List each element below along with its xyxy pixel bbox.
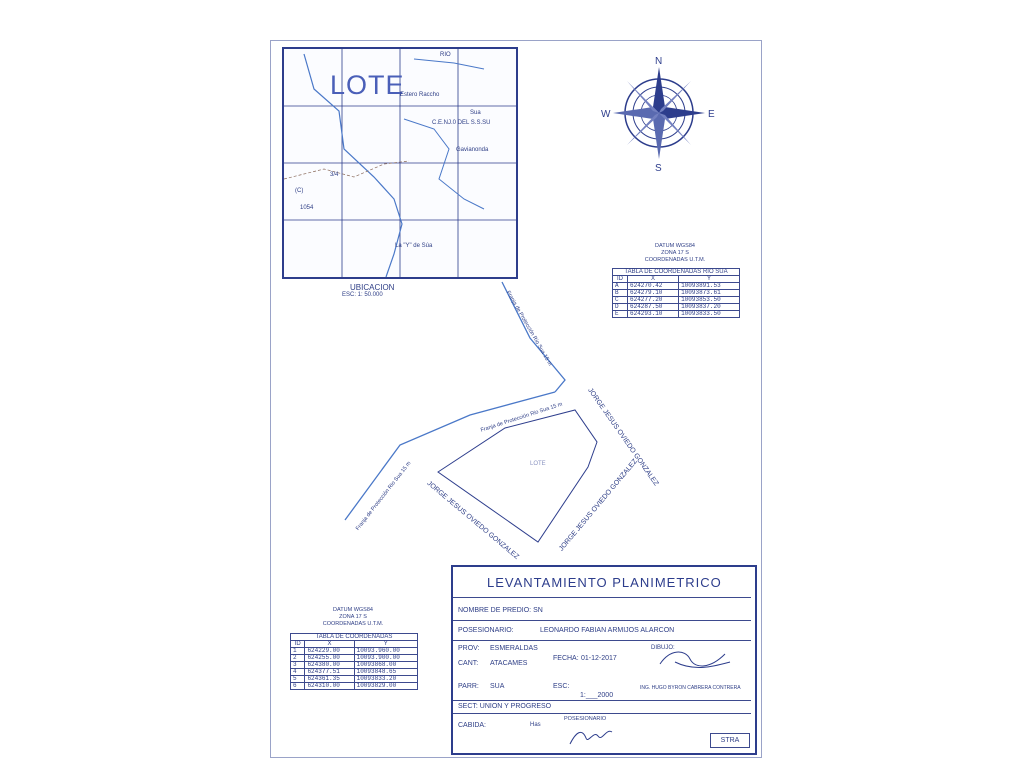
parr-label: PARR: bbox=[458, 683, 479, 690]
divider bbox=[453, 700, 751, 701]
divider bbox=[453, 620, 751, 621]
map-label-centro: C.E.NJ.0 DEL S.S.SU bbox=[432, 120, 491, 126]
cant-value: ATACAMES bbox=[490, 660, 528, 667]
map-label-34: 3/4 bbox=[330, 172, 339, 178]
cant-label: CANT: bbox=[458, 660, 479, 667]
fecha-label: FECHA: bbox=[553, 655, 579, 662]
engineer-name: ING. HUGO BYRON CABRERA CONTRERA bbox=[640, 685, 741, 691]
esc-value: 1:___2000 bbox=[580, 692, 614, 699]
prov-label: PROV: bbox=[458, 645, 480, 652]
map-label-gavianonda: Gavianonda bbox=[456, 147, 489, 153]
compass-n: N bbox=[655, 56, 663, 67]
map-scale: ESC: 1: 50.000 bbox=[342, 292, 383, 298]
divider bbox=[453, 640, 751, 641]
table-title: TABLA DE COORDENADAS bbox=[291, 634, 418, 641]
parr-value: SUA bbox=[490, 683, 505, 690]
compass-s: S bbox=[655, 163, 662, 173]
table-row: 1 624229.00 10093.960.00 bbox=[291, 648, 418, 655]
cabida-value: Has bbox=[530, 722, 541, 728]
table-row: D 624287.50 10093837.20 bbox=[613, 304, 740, 311]
dibujo-label: DIBUJO: bbox=[651, 645, 675, 651]
posesionario-value: LEONARDO FABIAN ARMIJOS ALARCON bbox=[540, 627, 675, 634]
compass-e: E bbox=[708, 109, 715, 120]
signature-posesionario bbox=[566, 722, 616, 750]
table-row: C 624277.20 10093853.50 bbox=[613, 297, 740, 304]
owner-label-se: JORGE JESUS OVIEDO GONZALEZ bbox=[558, 458, 639, 553]
posesionario-sign-label: POSESIONARIO bbox=[564, 716, 607, 722]
map-label-la-y: La "Y" de Súa bbox=[395, 243, 433, 249]
title-block-heading: LEVANTAMIENTO PLANIMETRICO bbox=[487, 575, 722, 590]
coordinate-table-rio-sua: TABLA DE COORDENADAS RIO SUA ID X Y A 624270.42 10093891.53 B 624279.10 10093873.61 C 624277.20 10093853.50 D 624287.50 10093837.20 E 624293.10 10093833.50 bbox=[612, 268, 740, 318]
fecha-value: 01-12-2017 bbox=[581, 655, 617, 662]
franja-label-1: Franja de Protección Rio Sua 15 m bbox=[504, 290, 553, 368]
table-row: 4 624377.51 10093848.65 bbox=[291, 669, 418, 676]
coordinate-table-lote: TABLA DE COORDENADAS ID X Y 1 624229.00 10093.960.00 2 624255.00 10093.900.00 3 624380.00 10093868.00 4 624377.51 10093848.65 5 624361.35 10093833.20 6 624310.00 10093829.00 bbox=[290, 633, 418, 690]
datum-right: DATUM WGS84 ZONA 17 S COORDENADAS U.T.M. bbox=[644, 243, 706, 263]
stra-box: STRA bbox=[710, 733, 750, 748]
table-row: 2 624255.00 10093.900.00 bbox=[291, 655, 418, 662]
table-row: B 624279.10 10093873.61 bbox=[613, 290, 740, 297]
table-row: E 624293.10 10093833.50 bbox=[613, 311, 740, 318]
divider bbox=[453, 597, 751, 598]
table-row: 6 624310.00 10093829.00 bbox=[291, 683, 418, 690]
esc-label: ESC: bbox=[553, 683, 570, 690]
map-caption: UBICACION bbox=[350, 283, 395, 292]
map-label-estero: Estero Raccho bbox=[400, 92, 440, 98]
map-label-1054: 1054 bbox=[300, 205, 314, 211]
table-row: 5 624361.35 10093833.20 bbox=[291, 676, 418, 683]
franja-label-2: Franja de Protección Rio Sua 15 m bbox=[480, 401, 564, 434]
table-row: A 624270.42 10093891.53 bbox=[613, 283, 740, 290]
parcel-drawing bbox=[270, 280, 760, 570]
datum-left: DATUM WGS84 ZONA 17 S COORDENADAS U.T.M. bbox=[322, 607, 384, 627]
owner-label-sw: JORGE JESUS OVIEDO GONZALEZ bbox=[425, 480, 520, 561]
map-label-sua: Sua bbox=[470, 110, 481, 116]
table-row: 3 624380.00 10093868.00 bbox=[291, 662, 418, 669]
cabida-label: CABIDA: bbox=[458, 722, 487, 729]
predio-label: NOMBRE DE PREDIO: SN bbox=[458, 607, 543, 614]
compass-rose-icon bbox=[599, 55, 719, 173]
posesionario-label: POSESIONARIO: bbox=[458, 627, 514, 634]
table-title: TABLA DE COORDENADAS RIO SUA bbox=[613, 269, 740, 276]
compass-w: W bbox=[601, 109, 611, 120]
divider bbox=[453, 713, 751, 714]
map-label-c: (C) bbox=[295, 188, 304, 194]
prov-value: ESMERALDAS bbox=[490, 645, 538, 652]
owner-label-ne: JORGE JESUS OVIEDO GONZALEZ bbox=[586, 387, 660, 488]
sect-label: SECT: UNION Y PROGRESO bbox=[458, 703, 552, 710]
franja-label-3: Franja de Protección Rio Sua 15 m bbox=[355, 460, 413, 532]
signature-engineer bbox=[655, 644, 735, 674]
map-label-rio: RIO bbox=[440, 52, 451, 58]
svg-text:LOTE: LOTE bbox=[530, 461, 546, 467]
lote-label: LOTE bbox=[330, 70, 405, 100]
